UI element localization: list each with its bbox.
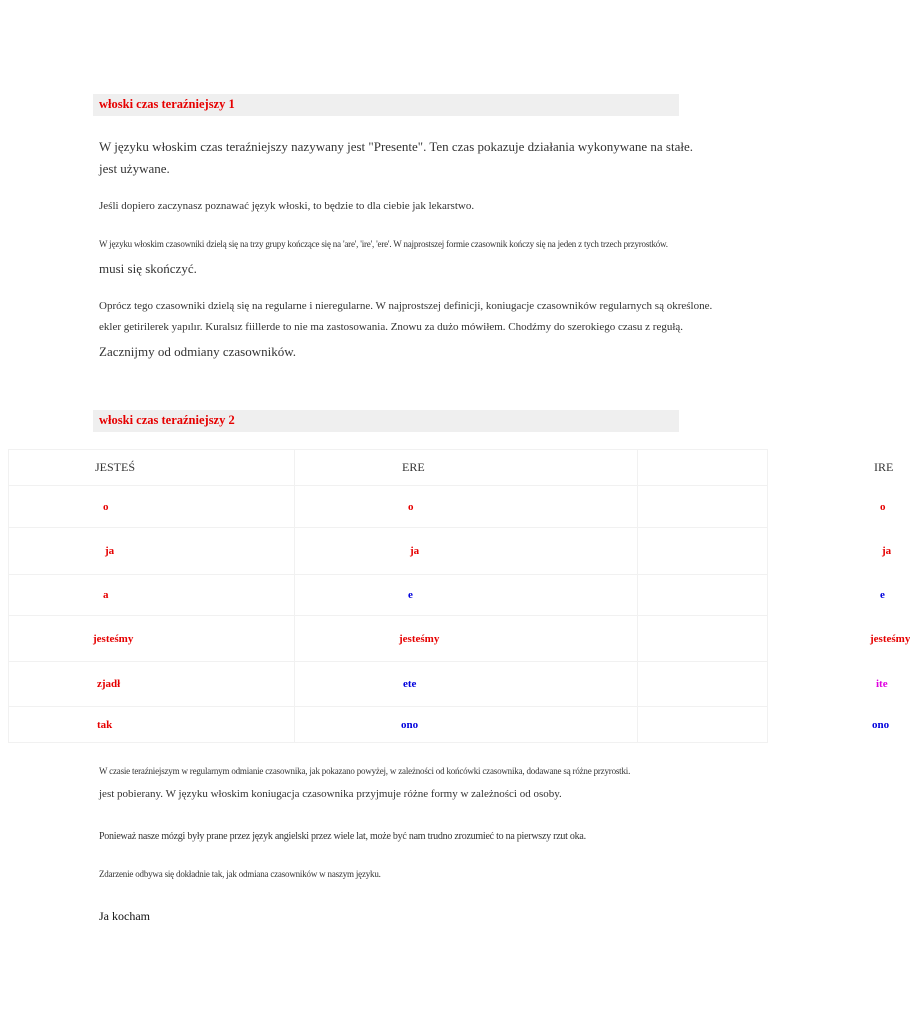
paragraph: W języku włoskim czas teraźniejszy nazywany jest "Presente". Ten czas pokazuje działania wykonywane na stałe.	[99, 139, 694, 154]
table-cell: o	[9, 486, 295, 528]
table-row	[9, 575, 768, 616]
table-cell: a	[9, 575, 295, 616]
paragraph: Ponieważ nasze mózgi były prane przez język angielski przez wiele lat, może być nam trudno zrozumieć to na pierwszy rzut oka.	[99, 831, 586, 842]
paragraph: jest używane.	[99, 161, 170, 176]
paragraph: musi się skończyć.	[99, 261, 197, 276]
table-cell: ja	[9, 528, 295, 575]
paragraph: ekler getirilerek yapılır. Kuralsız fiillerde to nie ma zastosowania. Znowu za dużo mówiłem. Chodźmy do szerokiego czasu z regułą.	[99, 321, 684, 333]
column-header: JESTEŚ	[9, 450, 295, 486]
paragraph: W języku włoskim czasowniki dzielą się na trzy grupy kończące się na 'are', 'ire', 'ere'. W najprostszej formie czasownik kończy się na jeden z tych trzech przyrostków.	[99, 239, 668, 249]
table-cell: ono	[638, 707, 768, 743]
column-header: ERE	[295, 450, 638, 486]
table-cell: zjadł	[9, 662, 295, 707]
table-row	[9, 616, 768, 662]
table-cell: jesteśmy	[9, 616, 295, 662]
table-cell: e	[295, 575, 638, 616]
column-header: IRE	[638, 450, 768, 486]
table-row	[9, 662, 768, 707]
table-cell: ono	[295, 707, 638, 743]
table-cell: jesteśmy	[638, 616, 768, 662]
paragraph: Jeśli dopiero zaczynasz poznawać język włoski, to będzie to dla ciebie jak lekarstwo.	[99, 200, 475, 212]
table-row	[9, 528, 768, 575]
conjugation-table	[8, 449, 910, 743]
table-cell: ja	[638, 528, 768, 575]
section-1-heading-bar	[93, 94, 679, 116]
table-cell: ite	[638, 662, 768, 707]
paragraph: Oprócz tego czasowniki dzielą się na regularne i nieregularne. W najprostszej definicji, koniugacje czasowników regularnych są określone.	[99, 300, 713, 312]
table-cell: o	[638, 486, 768, 528]
paragraph: Zacznijmy od odmiany czasowników.	[99, 344, 296, 359]
table-header-row	[9, 450, 768, 486]
table-cell: jesteśmy	[295, 616, 638, 662]
table-cell: ete	[295, 662, 638, 707]
table-cell: e	[638, 575, 768, 616]
table-row	[9, 486, 768, 528]
section-1-heading: włoski czas teraźniejszy 1	[99, 97, 235, 111]
paragraph: Zdarzenie odbywa się dokładnie tak, jak odmiana czasowników w naszym języku.	[99, 869, 381, 879]
table-cell: tak	[9, 707, 295, 743]
section-2-heading-bar	[93, 410, 679, 432]
table-cell: o	[295, 486, 638, 528]
table-cell: ja	[295, 528, 638, 575]
section-2-heading: włoski czas teraźniejszy 2	[99, 413, 235, 427]
table-row	[9, 707, 768, 743]
paragraph: jest pobierany. W języku włoskim koniugacja czasownika przyjmuje różne formy w zależności od osoby.	[99, 788, 562, 800]
paragraph: Ja kocham	[99, 909, 150, 923]
paragraph: W czasie teraźniejszym w regularnym odmianie czasownika, jak pokazano powyżej, w zależności od końcówki czasownika, dodawane są różne przyrostki.	[99, 766, 631, 776]
